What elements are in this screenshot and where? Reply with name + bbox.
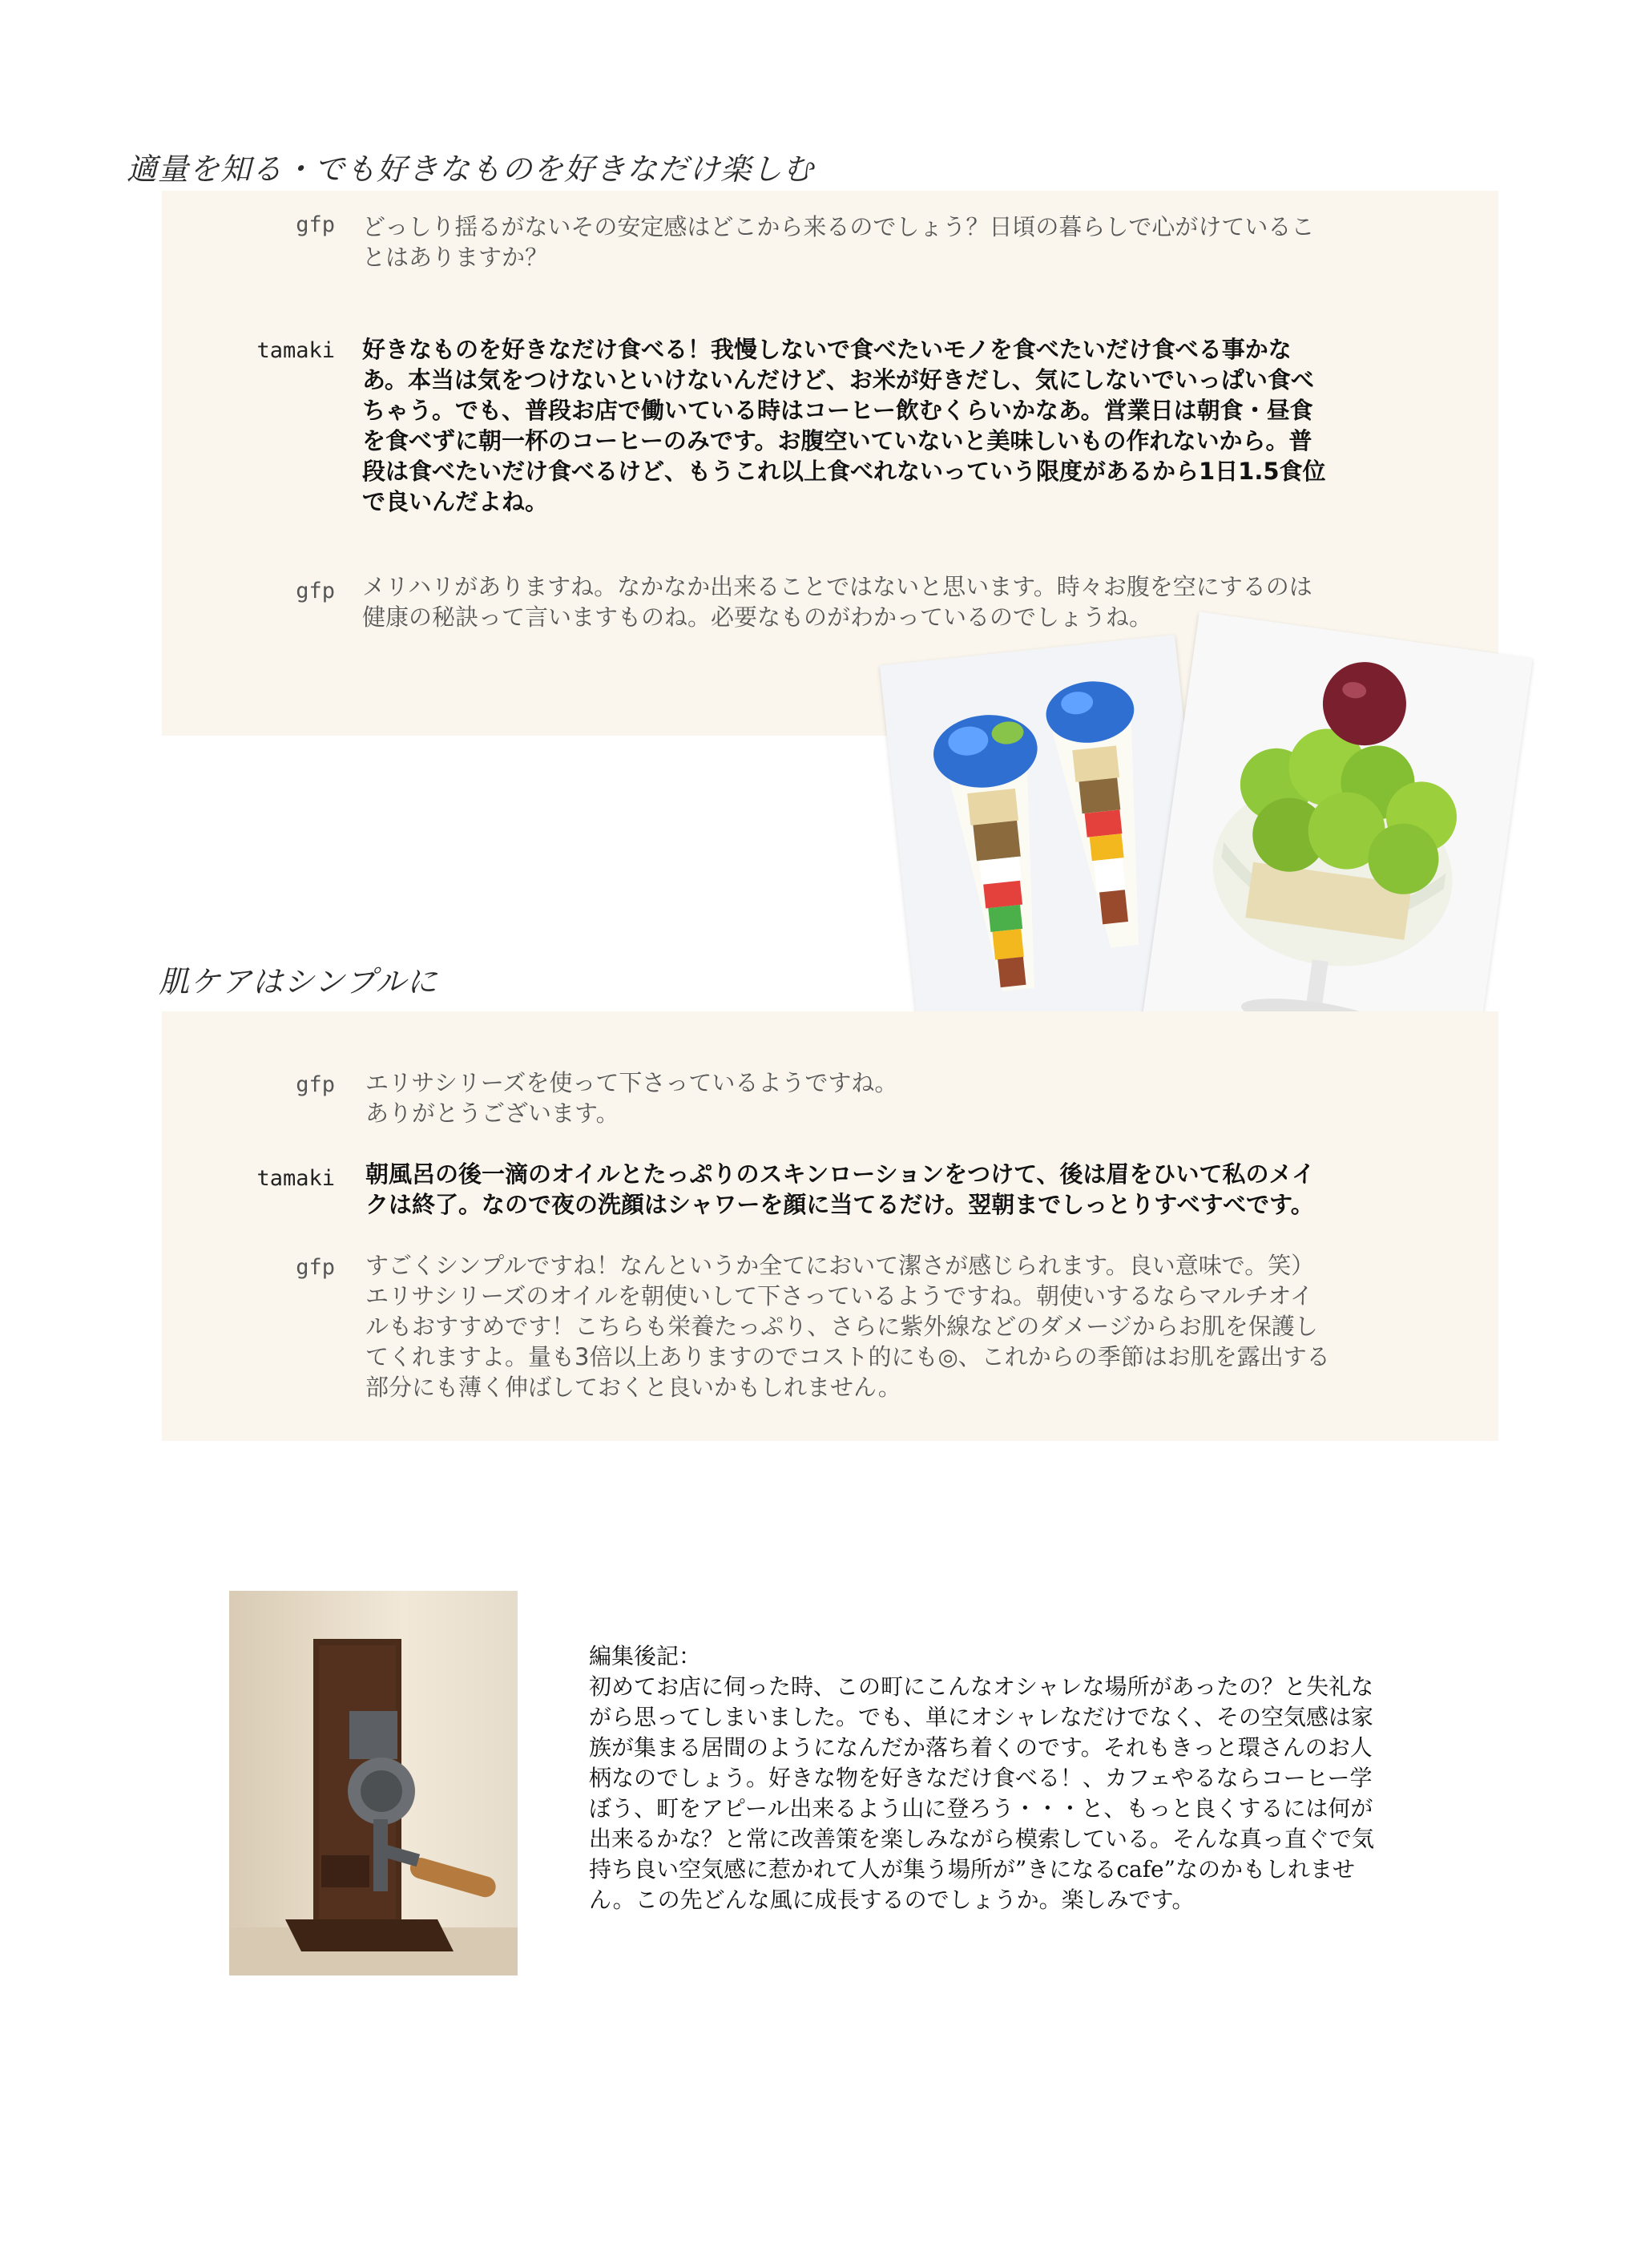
dialogue-line: ちゃう。でも、普段お店で働いている時はコーヒー飲むくらいかなあ。営業日は朝食・昼食: [362, 397, 1313, 424]
dialogue-line: 健康の秘訣って言いますものね。必要なものがわかっているのでしょうね。: [362, 603, 1153, 631]
dialogue-line: で良いんだよね。: [362, 488, 549, 515]
dialogue-line: エリサシリーズのオイルを朝使いして下さっているようですね。朝使いするならマルチオイ: [365, 1282, 1313, 1310]
notes-line: 柄なのでしょう。好きな物を好きなだけ食べる！、カフェやるならコーヒー学: [589, 1765, 1373, 1791]
dialogue-line: 部分にも薄く伸ばしておくと良いかもしれません。: [365, 1374, 901, 1401]
speaker-label: tamaki: [256, 338, 335, 363]
notes-title: 編集後記：: [589, 1643, 702, 1669]
notes-line: ぼう、町をアピール出来るよう山に登ろう・・・と、もっと良くするには何が: [589, 1795, 1373, 1822]
speaker-label: gfp: [296, 212, 335, 237]
dialogue-line: とはありますか？: [362, 244, 549, 271]
section-heading-portion: 適量を知る・でも好きなものを好きなだけ楽しむ: [127, 151, 815, 187]
notes-line: 初めてお店に伺った時、この町にこんなオシャレな場所があったの？と失礼な: [589, 1673, 1374, 1700]
speaker-label: tamaki: [256, 1166, 335, 1191]
notes-line: 族が集まる居間のようになんだか落ち着くのです。それもきっと環さんのお人: [589, 1734, 1373, 1761]
dialogue-line: てくれますよ。量も3倍以上ありますのでコスト的にも◎、これからの季節はお肌を露出する: [365, 1343, 1330, 1370]
dialogue-line: エリサシリーズを使って下さっているようですね。: [365, 1069, 898, 1096]
dialogue-line: すごくシンプルですね！なんというか全てにおいて潔さが感じられます。良い意味で。笑）: [365, 1252, 1315, 1279]
notes-line: がら思ってしまいました。でも、単にオシャレなだけでなく、その空気感は家: [589, 1704, 1373, 1730]
dialogue-line: メリハリがありますね。なかなか出来ることではないと思います。時々お腹を空にするのは: [362, 573, 1312, 600]
speaker-label: gfp: [296, 1255, 335, 1280]
dialogue-line: あ。本当は気をつけないといけないんだけど、お米が好きだし、気にしないでいっぱい食べ: [362, 366, 1314, 393]
dialogue-line: ありがとうございます。: [365, 1100, 619, 1127]
dialogue-line: を食べずに朝一杯のコーヒーのみです。お腹空いていないと美味しいもの作れないから。普: [362, 427, 1312, 454]
speaker-label: gfp: [296, 579, 335, 603]
section-heading-skin-care: 肌ケアはシンプルに: [159, 964, 438, 999]
speaker-label: gfp: [296, 1072, 335, 1097]
dialogue-line: ルもおすすめです！こちらも栄養たっぷり、さらに紫外線などのダメージからお肌を保護し: [365, 1313, 1318, 1340]
coffee-grinder-illustration: [229, 1591, 518, 1975]
dialogue-line: どっしり揺るがないその安定感はどこから来るのでしょう？日頃の暮らしで心がけているこ: [362, 213, 1315, 240]
parfait-grape-illustration: [1140, 611, 1533, 1079]
notes-line: ん。この先どんな風に成長するのでしょうか。楽しみです。: [589, 1887, 1195, 1913]
dialogue-line: 好きなものを好きなだけ食べる！我慢しないで食べたいモノを食べたいだけ食べる事かな: [362, 336, 1292, 363]
coffee-grinder-photo: [229, 1591, 518, 1975]
notes-line: 持ち良い空気感に惹かれて人が集う場所が”きになるcafe”なのかもしれませ: [589, 1856, 1355, 1883]
dialogue-line: 段は食べたいだけ食べるけど、もうこれ以上食べれないっていう限度があるから1日1.5食位: [362, 458, 1326, 485]
dialogue-line: 朝風呂の後一滴のオイルとたっぷりのスキンローションをつけて、後は眉をひいて私のメイ: [365, 1160, 1315, 1188]
notes-line: 出来るかな？と常に改善策を楽しみながら模索している。そんな真っ直ぐで気: [589, 1826, 1375, 1852]
parfait-grape-photo: [1140, 611, 1533, 1079]
dialogue-line: クは終了。なので夜の洗顔はシャワーを顔に当てるだけ。翌朝までしっとりすべすべです。: [365, 1191, 1314, 1218]
